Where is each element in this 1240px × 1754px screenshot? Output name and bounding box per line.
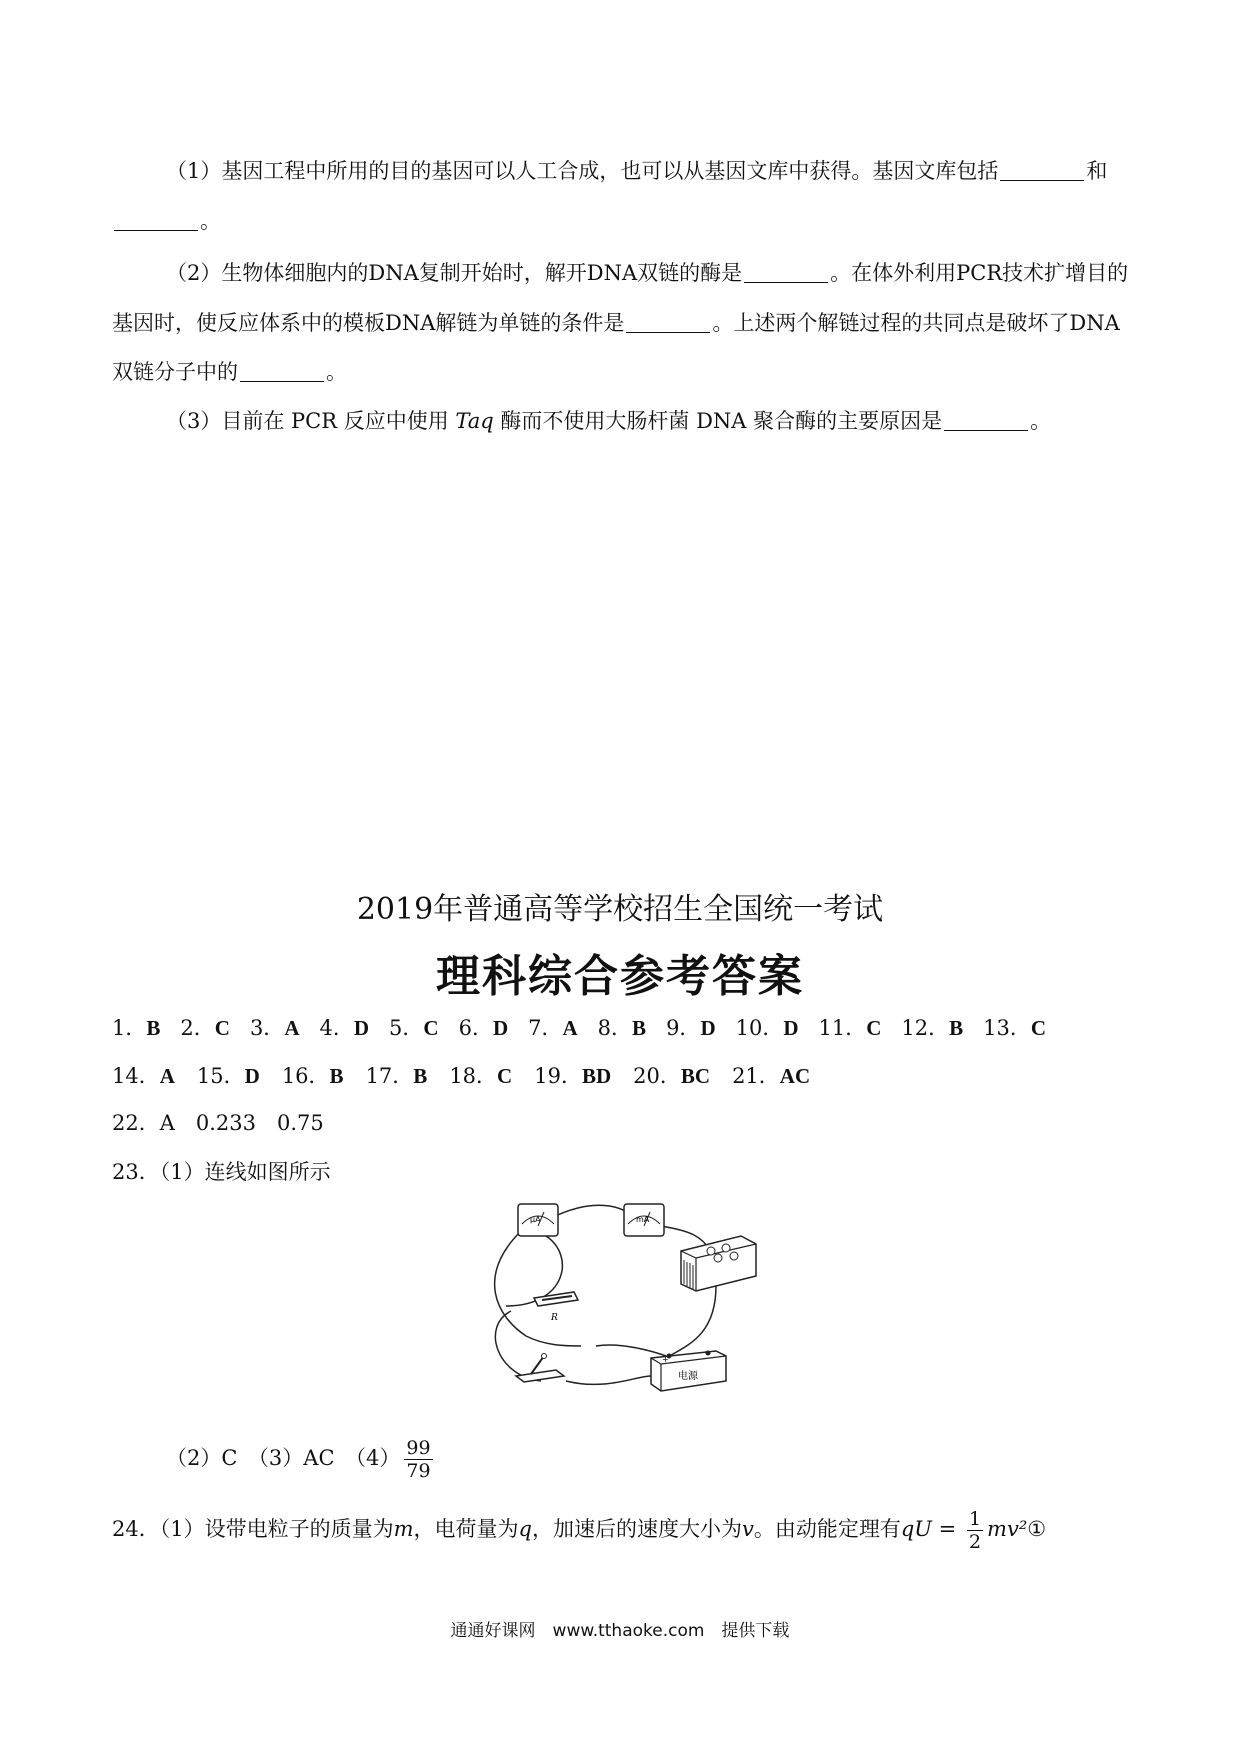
answer-number: 17． xyxy=(365,1064,414,1088)
answer-item xyxy=(528,1012,578,1042)
answer-choice: C xyxy=(214,1016,230,1040)
answer-choice: A xyxy=(562,1016,578,1040)
answer-choice: D xyxy=(700,1016,716,1040)
answer-choice: B xyxy=(949,1016,964,1040)
answer-24: 24．（1）设带电粒子的质量为m，电荷量为q，加速后的速度大小为v。由动能定理有qU = $\frac{1}{2}$ mv²① xyxy=(112,1508,1047,1553)
wire xyxy=(566,1376,651,1384)
answer-choice: BC xyxy=(680,1064,711,1088)
answer-choice: A xyxy=(159,1064,175,1088)
answer-number: 13． xyxy=(983,1016,1031,1040)
rheostat-icon xyxy=(534,1292,578,1323)
answer-number: 5． xyxy=(389,1016,424,1040)
answer-number: 10． xyxy=(735,1016,784,1040)
wire xyxy=(666,1286,716,1358)
answer-22: 22．A 0.233 0.75 xyxy=(112,1111,324,1135)
question-3: （3）目前在 PCR 反应中使用 Taq 酶而不使用大肠杆菌 DNA 聚合酶的主要原因是 。 xyxy=(166,409,1052,433)
answer-item xyxy=(180,1012,230,1042)
answer-choice: AC xyxy=(779,1064,811,1088)
answer-item xyxy=(901,1012,963,1042)
answer-choice: D xyxy=(244,1064,260,1088)
answer-number: 20． xyxy=(633,1064,681,1088)
answer-choice: BD xyxy=(581,1064,612,1088)
wire xyxy=(526,1336,581,1346)
question-2-line2: 基因时，使反应体系中的模板DNA解链为单链的条件是 。上述两个解链过程的共同点是破坏了DNA xyxy=(112,311,1120,335)
answer-item xyxy=(598,1012,646,1042)
circuit-diagram xyxy=(486,1196,786,1401)
answer-item xyxy=(449,1060,512,1090)
microammeter-icon xyxy=(518,1204,558,1236)
answer-23-intro: 23．（1）连线如图所示 xyxy=(112,1160,331,1184)
answer-item xyxy=(197,1060,260,1090)
resistor-label: R xyxy=(551,1313,558,1323)
answer-choice: C xyxy=(1030,1016,1047,1040)
answer-item xyxy=(534,1060,611,1090)
answer-item xyxy=(366,1060,428,1090)
answer-number: 11． xyxy=(818,1016,867,1040)
meter1-label: μA xyxy=(530,1215,541,1224)
answer-choice: B xyxy=(329,1064,344,1088)
answer-23-rest: （2）C （3）AC （4） $\frac{99}{79}$ xyxy=(166,1437,431,1482)
switch-icon xyxy=(516,1354,564,1383)
answer-number: 18． xyxy=(449,1064,498,1088)
answer-number: 2． xyxy=(180,1016,215,1040)
answer-number: 14． xyxy=(112,1064,160,1088)
answer-item xyxy=(112,1060,175,1090)
taq-term: Taq xyxy=(455,409,494,433)
answer-item xyxy=(666,1012,716,1042)
fraction-one-half: $\frac{1}{2}$ xyxy=(968,1508,982,1553)
fraction-99-79: $\frac{99}{79}$ xyxy=(406,1437,431,1482)
answer-number: 3． xyxy=(249,1016,285,1040)
answer-item xyxy=(633,1060,710,1090)
answer-item xyxy=(389,1012,439,1042)
main-title: 理科综合参考答案 xyxy=(436,951,804,1002)
answer-number: 8． xyxy=(597,1016,633,1040)
question-2-line1: （2）生物体细胞内的DNA复制开始时，解开DNA双链的酶是 。在体外利用PCR技术扩增目的 xyxy=(166,261,1129,285)
footer-source: 通通好课网 www.tthaoke.com 提供下载 xyxy=(450,1621,790,1641)
meter2-label: mA xyxy=(636,1215,650,1224)
answer-number: 21． xyxy=(732,1064,780,1088)
answer-blank xyxy=(944,410,1028,431)
answer-item xyxy=(983,1012,1046,1042)
answer-number: 15． xyxy=(196,1064,245,1088)
question-1: （1）基因工程中所用的目的基因可以人工合成，也可以从基因文库中获得。基因文库包括 和 xyxy=(166,159,1108,183)
resistance-box-icon xyxy=(681,1236,756,1291)
question-1-continued: 。 xyxy=(112,206,221,236)
answer-choice: D xyxy=(353,1016,370,1040)
answer-choice: B xyxy=(413,1064,428,1088)
answer-number: 4． xyxy=(319,1016,354,1040)
answer-number: 6． xyxy=(458,1016,493,1040)
answer-blank xyxy=(114,210,198,231)
answer-choice: B xyxy=(632,1016,647,1040)
answer-choice: B xyxy=(146,1016,161,1040)
answer-item xyxy=(319,1012,369,1042)
plus-sign: + xyxy=(662,1355,669,1364)
answer-number: 19． xyxy=(534,1064,582,1088)
answer-number: 16． xyxy=(281,1064,330,1088)
power-supply-icon xyxy=(651,1351,726,1392)
milliammeter-icon xyxy=(624,1204,664,1236)
answer-item xyxy=(459,1012,509,1042)
answer-blank xyxy=(1000,160,1084,181)
answer-choice: C xyxy=(423,1016,439,1040)
answer-choice: D xyxy=(492,1016,509,1040)
exam-title: 2019年普通高等学校招生全国统一考试 xyxy=(356,892,884,927)
answer-item xyxy=(736,1012,799,1042)
answer-number: 9． xyxy=(666,1016,701,1040)
answer-item xyxy=(112,1012,160,1042)
answers-row-2 xyxy=(112,1060,832,1090)
question-2-line3: 双链分子中的 。 xyxy=(112,360,347,384)
answer-item xyxy=(819,1012,882,1042)
answer-choice: C xyxy=(866,1016,882,1040)
answer-blank xyxy=(744,262,828,283)
answer-blank xyxy=(240,361,324,382)
equation-marker: ① xyxy=(1027,1517,1047,1541)
answer-blank xyxy=(626,312,710,333)
answer-item xyxy=(282,1060,344,1090)
answer-choice: D xyxy=(783,1016,799,1040)
answers-row-1 xyxy=(112,1012,1066,1042)
answer-number: 7． xyxy=(528,1016,563,1040)
answer-number: 1． xyxy=(112,1016,147,1040)
answer-number: 12． xyxy=(901,1016,950,1040)
answer-item xyxy=(250,1012,300,1042)
answer-choice: A xyxy=(284,1016,300,1040)
answer-choice: C xyxy=(497,1064,513,1088)
wire xyxy=(596,1345,666,1356)
power-label: 电源 xyxy=(678,1371,698,1382)
answer-item xyxy=(732,1060,810,1090)
